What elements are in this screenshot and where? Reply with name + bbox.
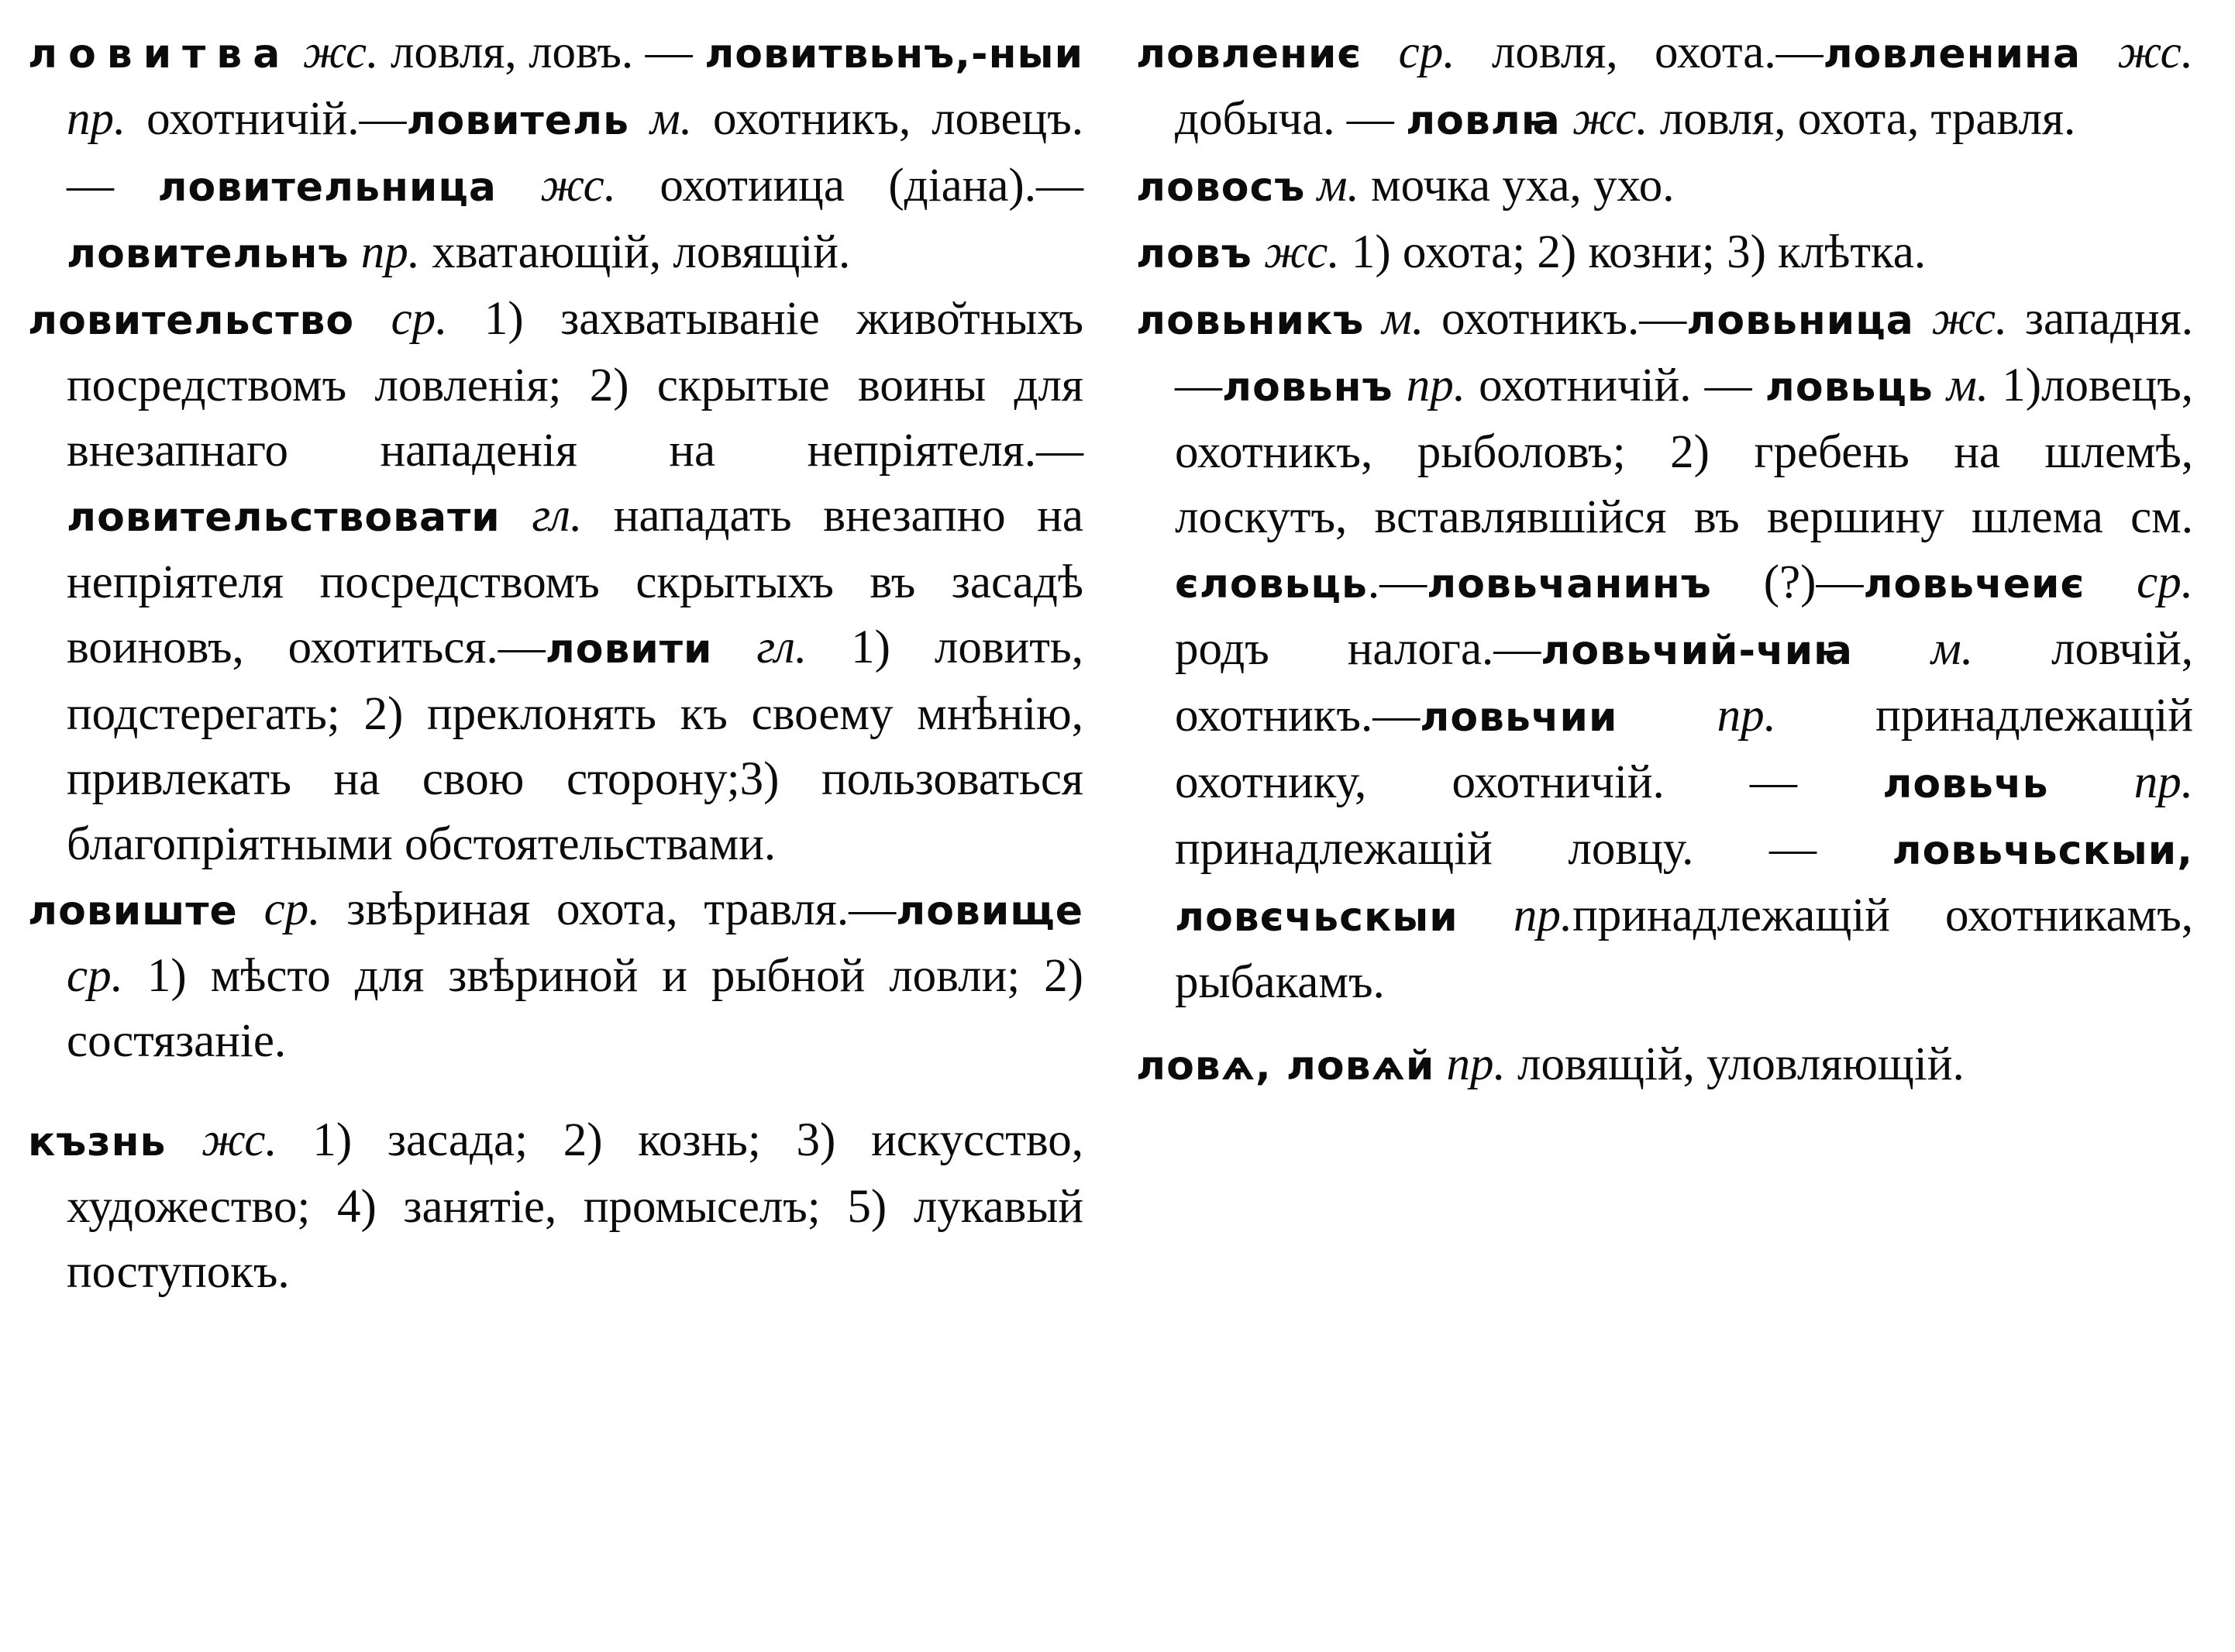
grammar-label: гл. bbox=[712, 621, 808, 673]
grammar-label: м. bbox=[1364, 293, 1424, 345]
definition-text: .— bbox=[1367, 556, 1427, 608]
definition-text: охотникъ, ловецъ. — bbox=[67, 93, 1083, 212]
headword: ловьць bbox=[1765, 364, 1934, 411]
grammar-label: м. bbox=[1305, 160, 1359, 212]
definition-text: мочка уха, ухо. bbox=[1359, 160, 1675, 212]
grammar-label: жс. bbox=[2081, 26, 2193, 78]
definition-text: родъ налога.— bbox=[1175, 623, 1541, 675]
definition-text: охотничій.— bbox=[126, 93, 407, 145]
grammar-label: ср. bbox=[2085, 556, 2194, 608]
definition-text: ловящій, уловляющій. bbox=[1505, 1038, 1965, 1090]
headword: ловьчии bbox=[1420, 694, 1618, 741]
dictionary-entry bbox=[1136, 220, 2193, 287]
grammar-label: пр. bbox=[1458, 890, 1573, 941]
definition-text: хватающій, ловящій. bbox=[420, 226, 851, 278]
grammar-label: гл. bbox=[500, 490, 583, 542]
grammar-label: пр. bbox=[1393, 360, 1466, 411]
definition-text: 1) засада; 2) кознь; 3) искусство, художество; 4) занятіе, промыселъ; 5) лукавый поступокъ. bbox=[67, 1114, 1084, 1298]
definition-text: ловчій, охотникъ.— bbox=[1175, 623, 2193, 742]
dictionary-entry bbox=[28, 20, 1083, 287]
dictionary-entry bbox=[1136, 153, 2193, 220]
grammar-label: ср. bbox=[237, 883, 321, 935]
headword: ловьчьскыи, ловєчьскыи bbox=[1175, 828, 2193, 941]
headword: ловительница bbox=[157, 164, 497, 211]
definition-text: 1) захватываніе живо̆тныхъ посредствомъ ловленія; 2) скрытые воины для внезапнаго нападенія на непріятеля.— bbox=[67, 293, 1083, 477]
headword: ловище bbox=[896, 888, 1084, 934]
headword: єловьць bbox=[1175, 561, 1368, 607]
grammar-label: жс. bbox=[166, 1114, 277, 1166]
definition-text: охотничій. — bbox=[1465, 360, 1765, 411]
definition-text: охотиица (діана).— bbox=[615, 160, 1083, 212]
dictionary-entry bbox=[28, 877, 1083, 1074]
grammar-label: м. bbox=[1933, 360, 1989, 411]
headword: ловительство bbox=[28, 298, 355, 344]
dictionary-entry bbox=[28, 1108, 1083, 1305]
headword: къзнь bbox=[28, 1119, 167, 1165]
definition-text: ловля, охота, травля. bbox=[1648, 93, 2076, 145]
headword: ловительствовати bbox=[67, 494, 501, 541]
headword: ловлꙗ bbox=[1406, 98, 1561, 144]
headword: ловлениє bbox=[1136, 31, 1362, 77]
headword: ловленина bbox=[1823, 31, 2082, 77]
grammar-label: жс. bbox=[291, 26, 379, 78]
headword: ловьчеиє bbox=[1863, 561, 2085, 607]
headword: ловитвьнъ,-ныи bbox=[704, 31, 1084, 77]
grammar-label: пр. bbox=[1434, 1038, 1506, 1090]
dictionary-entry bbox=[28, 287, 1083, 877]
definition-text: принадлежащій охотнику, охотничій. — bbox=[1175, 690, 2193, 808]
headword: ловьница bbox=[1686, 298, 1914, 344]
definition-text: охотникъ.— bbox=[1424, 293, 1687, 345]
headword: ловитва bbox=[28, 31, 291, 77]
grammar-label: пр. bbox=[2048, 756, 2194, 808]
left-column bbox=[28, 20, 1083, 1305]
grammar-label: ср. bbox=[1362, 26, 1455, 78]
dictionary-entry bbox=[1136, 20, 2193, 153]
definition-text: западня.— bbox=[1175, 293, 2193, 411]
definition-text: 1) ловить, подстерегать; 2) преклонять къ своему мнѣнію, привлекать на свою сторону;3) пользоваться благопріятными обстоятельствами. bbox=[67, 621, 1084, 870]
headword: ловити bbox=[545, 626, 713, 673]
grammar-label: ср. bbox=[354, 293, 448, 345]
grammar-label: пр. bbox=[1617, 690, 1776, 742]
dictionary-entry bbox=[1136, 1032, 2193, 1099]
grammar-label: м. bbox=[1853, 623, 1974, 675]
headword: ловьчь bbox=[1882, 761, 2049, 807]
grammar-label: пр. bbox=[67, 93, 126, 145]
dictionary-entry bbox=[1136, 287, 2193, 1015]
headword: ловительнъ bbox=[67, 231, 350, 277]
headword: ловиште bbox=[28, 888, 238, 934]
definition-text: (?)— bbox=[1711, 556, 1864, 608]
headword: ловитель bbox=[406, 98, 629, 144]
definition-text: ловля, ловъ. — bbox=[378, 26, 705, 78]
headword: ловьчий-чиꙗ bbox=[1541, 628, 1854, 674]
grammar-label: жс. bbox=[496, 160, 616, 212]
definition-text: принадлежащій ловцу. — bbox=[1175, 823, 1892, 875]
headword: ловосъ bbox=[1136, 164, 1306, 211]
definition-text: звѣриная охота, травля.— bbox=[320, 883, 897, 935]
grammar-label: пр. bbox=[349, 226, 421, 278]
headword: ловъ bbox=[1136, 231, 1252, 277]
definition-text: ловля, охота.— bbox=[1455, 26, 1823, 78]
grammar-label: ср. bbox=[67, 950, 123, 1002]
grammar-label: м. bbox=[629, 93, 693, 145]
grammar-label: жс. bbox=[1913, 293, 2008, 345]
definition-text: принадлежащій охотникамъ, рыбакамъ. bbox=[1175, 890, 2193, 1008]
grammar-label: жс. bbox=[1560, 93, 1648, 145]
definition-text: нападать внезапно на непріятеля посредствомъ скрытыхъ въ засадѣ воиновъ, охотиться.— bbox=[67, 490, 1083, 673]
headword: ловѧ, ловѧй bbox=[1136, 1043, 1435, 1089]
definition-text: добыча. — bbox=[1175, 93, 1407, 145]
grammar-label: жс. bbox=[1252, 226, 1340, 278]
definition-text: 1)ловецъ, охотникъ, рыболовъ; 2) гребень на шлемѣ, лоскутъ, вставлявшійся въ вершину шлема см. bbox=[1175, 360, 2193, 543]
definition-text: 1) мѣсто для звѣриной и рыбной ловли; 2) состязаніе. bbox=[67, 950, 1083, 1067]
headword: ловьникъ bbox=[1136, 298, 1365, 344]
headword: ловьнъ bbox=[1222, 364, 1393, 411]
headword: ловьчанинъ bbox=[1427, 561, 1712, 607]
right-column bbox=[1136, 20, 2193, 1099]
definition-text: 1) охота; 2) козни; 3) клѣтка. bbox=[1339, 226, 1927, 278]
